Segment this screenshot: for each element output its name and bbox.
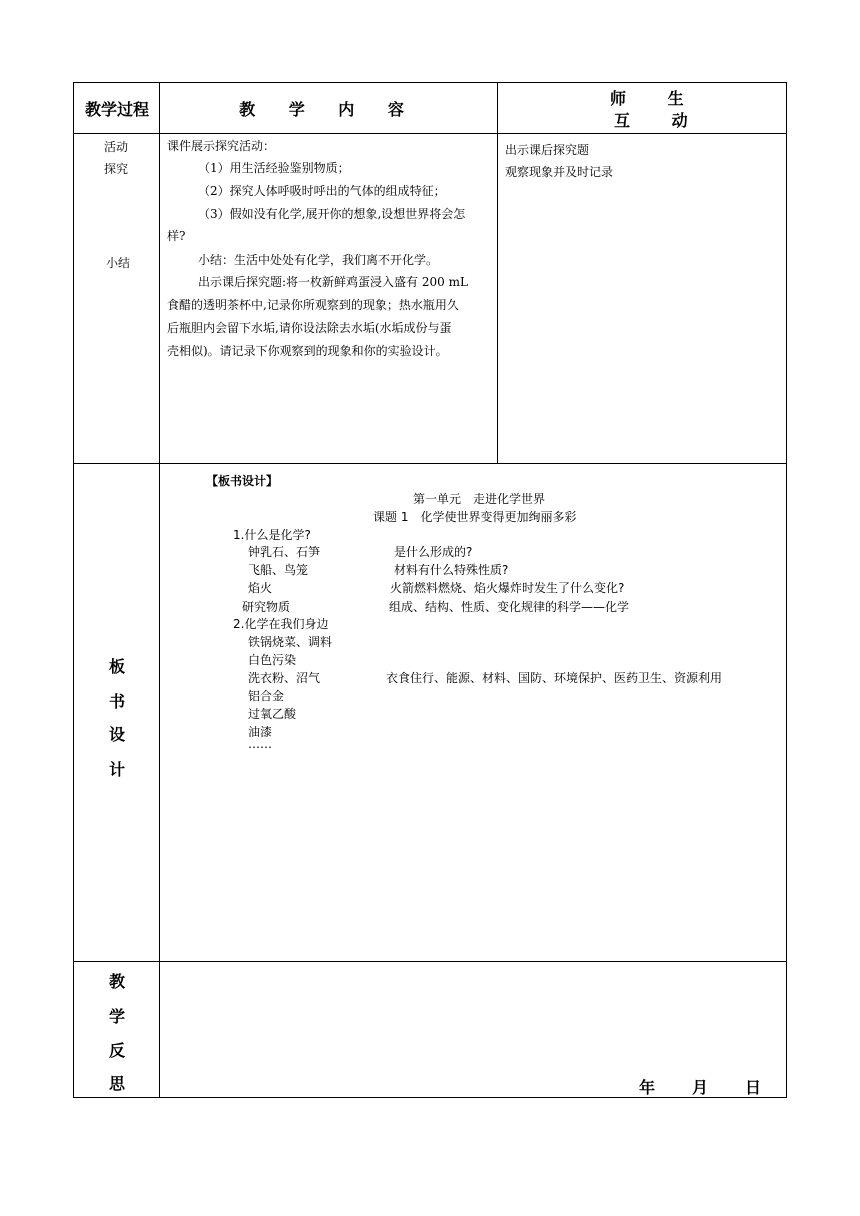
column-divider-1 [159, 82, 160, 1098]
content-line: 出示课后探究题:将一枚新鲜鸡蛋浸入盛有 200 mL [198, 275, 468, 289]
board-item-left: 钟乳石、石笋 [248, 545, 321, 559]
board-item-right: 材料有什么特殊性质? [394, 563, 509, 577]
board-item-right: 火箭燃料燃烧、焰火爆炸时发生了什么变化? [390, 581, 625, 595]
reflection-label-char: 学 [109, 1007, 126, 1026]
header-divider [73, 133, 787, 134]
content-line: 后瓶胆内会留下水垢,请你设法除去水垢(水垢成份与蛋 [167, 321, 452, 335]
interaction-line: 出示课后探究题 [505, 143, 590, 157]
table-border-right [786, 82, 787, 1098]
header-interaction-line1: 师 生 [610, 89, 702, 108]
board-section-2: 2.化学在我们身边 [233, 617, 329, 631]
header-process: 教学过程 [84, 99, 149, 119]
board-item: 铁锅烧菜、调料 [248, 635, 333, 649]
date-month: 月 [692, 1078, 709, 1097]
table-border-left [73, 82, 74, 1098]
content-line: 小结：生活中处处有化学，我们离不开化学。 [198, 253, 439, 267]
date-year: 年 [639, 1078, 656, 1097]
interaction-line: 观察现象并及时记录 [505, 165, 614, 179]
content-line: 样? [167, 229, 186, 243]
header-content: 教 学 内 容 [239, 99, 418, 119]
reflection-label-char: 教 [109, 972, 126, 991]
content-line: 食醋的透明茶杯中,记录你所观察到的现象；热水瓶用久 [167, 298, 459, 312]
reflection-label-char: 反 [109, 1041, 126, 1060]
board-unit: 第一单元 走进化学世界 [413, 492, 546, 506]
activity-divider [73, 463, 787, 464]
content-line: （1）用生活经验鉴别物质； [198, 161, 350, 175]
board-item-left: 飞船、鸟笼 [248, 563, 309, 577]
board-study-right: 组成、结构、性质、变化规律的科学——化学 [389, 600, 630, 614]
board-item: 过氧乙酸 [248, 707, 297, 721]
board-label-char: 书 [109, 692, 126, 711]
board-label-char: 设 [109, 725, 126, 744]
header-interaction-line2: 互 动 [614, 111, 706, 130]
board-aspects: 衣食住行、能源、材料、国防、环境保护、医药卫生、资源利用 [386, 671, 723, 685]
board-label-char: 计 [109, 760, 126, 779]
stage-label-activity: 活动 [104, 140, 129, 154]
board-item: 白色污染 [248, 653, 297, 667]
board-item: 洗衣粉、沼气 [248, 671, 321, 685]
content-line: （2）探究人体呼吸时呼出的气体的组成特征； [198, 184, 446, 198]
board-item-left: 焰火 [248, 581, 273, 595]
board-title: 【板书设计】 [206, 474, 279, 488]
board-study-left: 研究物质 [242, 600, 291, 614]
table-border-bottom [73, 1097, 787, 1098]
column-divider-2 [497, 82, 498, 464]
board-section-1: 1.什么是化学? [233, 528, 311, 542]
content-line: 壳相似)。请记录下你观察到的现象和你的实验设计。 [167, 344, 448, 358]
date-day: 日 [745, 1078, 762, 1097]
stage-label-explore: 探究 [104, 162, 129, 176]
board-label-char: 板 [109, 657, 126, 676]
board-item: 铝合金 [248, 689, 285, 703]
content-line: （3）假如没有化学,展开你的想象,设想世界将会怎 [198, 207, 466, 221]
board-item: 油漆 [248, 725, 273, 739]
board-divider [73, 961, 787, 962]
board-item-right: 是什么形成的? [394, 545, 473, 559]
content-line: 课件展示探究活动： [167, 139, 276, 153]
stage-label-summary: 小结 [106, 256, 131, 270]
board-item: …… [248, 737, 272, 751]
reflection-label-char: 思 [109, 1074, 126, 1093]
board-topic: 课题 1 化学使世界变得更加绚丽多彩 [373, 510, 577, 524]
